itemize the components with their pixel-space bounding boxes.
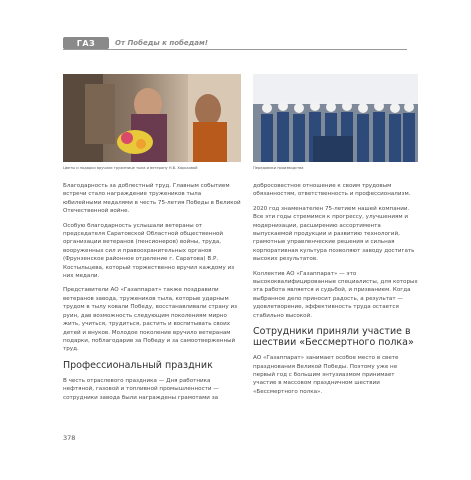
paragraph: АО «Газаппарат» занимает особое место в свете празднования Великой Победы. Поэтому уже не первый год с большим энтузиазмом принимает участие в массовом праздничном шествии «Бессмертного полка». bbox=[253, 355, 399, 395]
paragraph: добросовестное отношение к своим трудовым обязанностям, ответственность и профессионализм. bbox=[253, 183, 411, 198]
section-heading: Сотрудники приняли участие в шествии «Бессмертного полка» bbox=[253, 326, 414, 349]
photo-veteran-award bbox=[63, 74, 241, 162]
company-logo: ГАЗ bbox=[63, 37, 109, 49]
left-text-column bbox=[63, 182, 241, 408]
caption-left-photo: Цветы и подарки вручили труженице тыла и ветерану Н.В. Харьковой bbox=[63, 166, 198, 170]
photo-production-team bbox=[253, 74, 418, 162]
right-text-column bbox=[253, 182, 418, 402]
page-number: 378 bbox=[63, 434, 76, 442]
header-title: От Победы к победам! bbox=[115, 39, 208, 47]
page-header bbox=[63, 36, 407, 50]
caption-right-photo: Передовики производства bbox=[253, 166, 304, 170]
paragraph: Коллектив АО «Газаппарат» — это высококвалифицированные специалисты, для которых эта работа является и судьбой, и призванием. Когда выбранное дело приносит радость, а результат — удовлетворение, эффективность труда остается стабильно высокой. bbox=[253, 270, 418, 319]
paragraph: Благодарность за доблестный труд. Главным событием встречи стало награждение тружеников тыла юбилейными медалями в честь 75-летия Победы в Великой Отечественной войне. bbox=[63, 183, 241, 215]
paragraph: В честь отраслевого праздника — Дня работника нефтяной, газовой и топливной промышленности — сотрудники завода были награждены грамотами за bbox=[63, 377, 219, 401]
paragraph: 2020 год знаменателен 75-летием нашей компании. Все эти годы стремимся к прогрессу, улучшениям и модернизации, расширению ассортимента выпускаемой продукции и развитию технологий, грамотные управленческие решения и сильная корпоративная культура позволяют заводу достигать высоких результатов. bbox=[253, 205, 415, 263]
photo-team-illustration bbox=[253, 74, 418, 162]
header-divider bbox=[63, 49, 407, 50]
paragraph: Особую благодарность услышали ветераны от председателя Саратовской Областной общественной организации ветеранов (пенсионеров) войны, труда, вооруженных сил и правоохранительных органов (Фрунзенское районное отделение г. Саратова) В.Р. Костыльцева, который торжественно вручил каждому из них медали. bbox=[63, 222, 235, 280]
paragraph: Представители АО «Газаппарат» также поздравили ветеранов завода, тружеников тыла, которые ударным трудом в тылу ковали Победу, восстанавливали страну из руин, дав возможность следующим поколениям мирно жить, учиться, трудиться, растить и воспитывать своих детей и внуков. Молодое поколение вручило ветеранам подарки, поблагодарив за Победу и за самоотверженный труд. bbox=[63, 287, 238, 353]
photo-veteran-illustration bbox=[63, 74, 241, 162]
section-heading: Профессиональный праздник bbox=[63, 359, 213, 371]
